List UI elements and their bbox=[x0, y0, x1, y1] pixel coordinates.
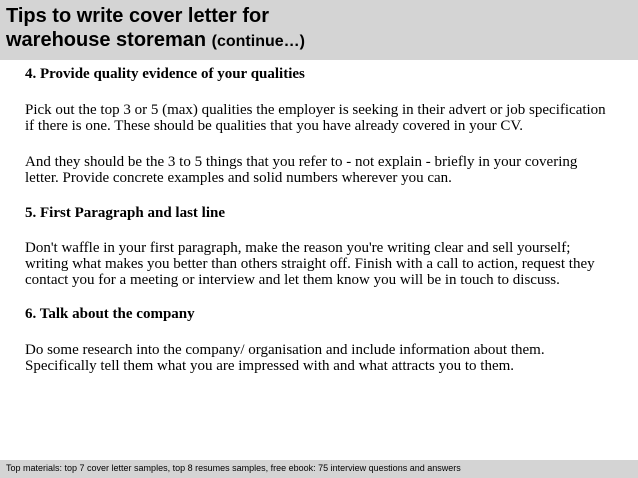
paragraph-line: Don't waffle in your first paragraph, make the reason you're writing clear and sell yourself; bbox=[25, 240, 571, 256]
paragraph-line: Pick out the top 3 or 5 (max) qualities the employer is seeking in their advert or job specification bbox=[25, 102, 606, 118]
footer-links-text: Top materials: top 7 cover letter samples, top 8 resumes samples, free ebook: 75 interview questions and answers bbox=[6, 463, 461, 473]
title-continue-note: (continue…) bbox=[211, 33, 305, 50]
paragraph-examples bbox=[25, 154, 577, 186]
paragraph-first-paragraph bbox=[25, 240, 595, 288]
title-line-1: Tips to write cover letter for bbox=[6, 5, 270, 27]
title-main-text: warehouse storeman bbox=[6, 29, 207, 51]
paragraph-line: letter. Provide concrete examples and solid numbers wherever you can. bbox=[25, 170, 452, 186]
page-title bbox=[6, 4, 305, 54]
paragraph-line: if there is one. These should be qualities that you have already covered in your CV. bbox=[25, 118, 524, 134]
paragraph-company-research bbox=[25, 342, 545, 374]
paragraph-line: And they should be the 3 to 5 things that you refer to - not explain - briefly in your covering bbox=[25, 154, 578, 170]
section-heading-company: 6. Talk about the company bbox=[25, 306, 195, 322]
paragraph-line: Specifically tell them what you are impressed with and what attracts you to them. bbox=[25, 358, 515, 374]
title-bar bbox=[0, 0, 638, 60]
title-line-2 bbox=[6, 28, 305, 54]
section-heading-first-paragraph: 5. First Paragraph and last line bbox=[25, 205, 226, 221]
paragraph-line: writing what makes you better than others straight off. Finish with a call to action, request they bbox=[25, 256, 595, 272]
paragraph-line: contact you for a meeting or interview and let them know you will be in touch to discuss. bbox=[25, 272, 560, 288]
paragraph-top-qualities bbox=[25, 102, 606, 134]
paragraph-line: Do some research into the company/ organisation and include information about them. bbox=[25, 342, 545, 358]
footer-bar bbox=[0, 460, 638, 478]
section-heading-qualities: 4. Provide quality evidence of your qualities bbox=[25, 66, 305, 82]
